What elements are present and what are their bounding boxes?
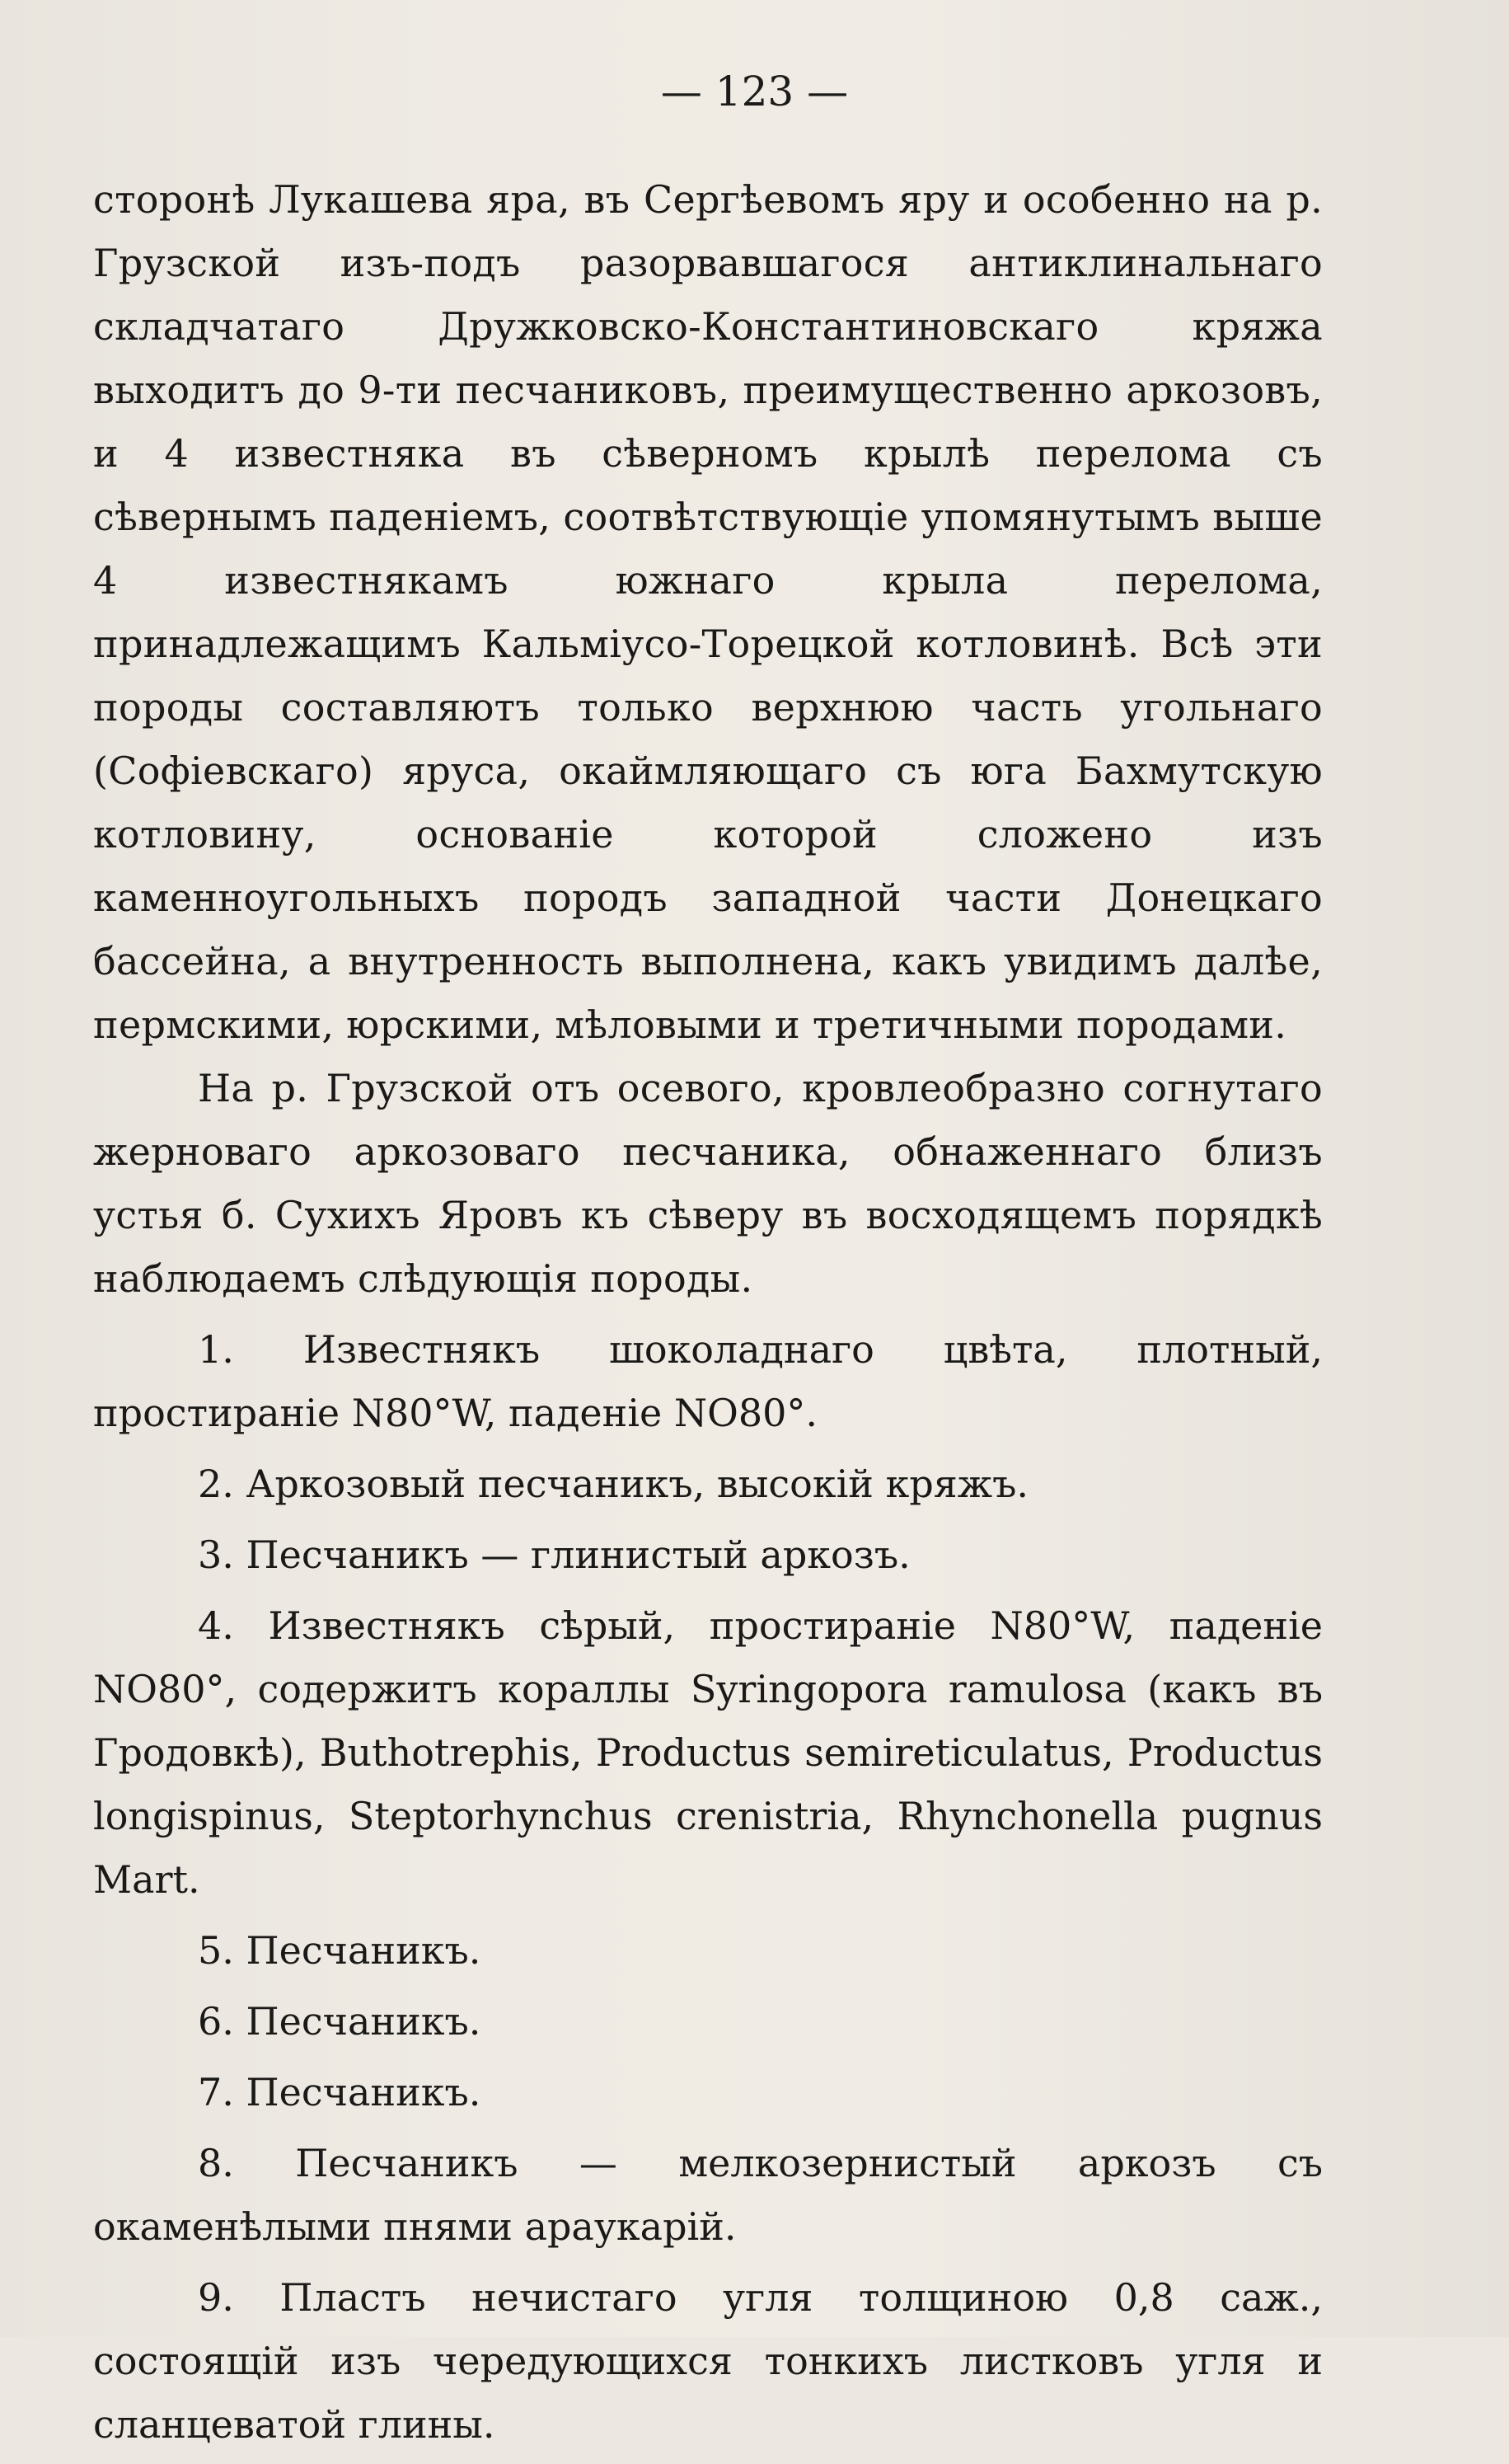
list-item xyxy=(93,1594,1323,1912)
list-item xyxy=(93,2266,1323,2457)
list-item-number: 8. xyxy=(198,2141,234,2185)
list-item xyxy=(93,1453,1323,1516)
list-item-text: Песчаникъ — мелкозернистый аркозъ съ окаменѣлыми пнями араукарій. xyxy=(93,2141,1324,2249)
list-item xyxy=(93,1523,1323,1587)
list-item xyxy=(93,1990,1323,2053)
list-item-number: 7. xyxy=(198,2070,234,2114)
paragraph: На р. Грузской отъ осевого, кровлеобразно согнутаго жерноваго аркозоваго песчаника, обнаженнаго близъ устья б. Сухихъ Яровъ къ сѣверу въ восходящемъ порядкѣ наблюдаемъ слѣдующія породы. xyxy=(93,1066,1323,1301)
list-item-text: Аркозовый песчаникъ, высокій кряжъ. xyxy=(246,1462,1029,1506)
list-item-number: 9. xyxy=(198,2275,234,2320)
page-text xyxy=(93,168,1323,2464)
list-item-number: 4. xyxy=(198,1603,234,1648)
list-item xyxy=(93,1318,1323,1445)
list-item-text: Песчаникъ. xyxy=(246,1999,481,2044)
list-item-number: 5. xyxy=(198,1928,234,1973)
list-item-number: 3. xyxy=(198,1532,234,1577)
list-item-text: Песчаникъ. xyxy=(246,2070,481,2114)
list-item-text: Пластъ нечистаго угля толщиною 0,8 саж., состоящій изъ чередующихся тонкихъ листковъ угля и сланцеватой глины. xyxy=(93,2275,1323,2447)
list-item-number: 2. xyxy=(198,1462,234,1506)
list-item xyxy=(93,1919,1323,1983)
paragraph: сторонѣ Лукашева яра, въ Сергѣевомъ яру и особенно на р. Грузской изъ-подъ разорвавшагося антиклинальнаго складчатаго Дружковско-Константиновскаго кряжа выходитъ до 9-ти песчаниковъ, преимущественно аркозовъ, и 4 известняка въ сѣверномъ крылѣ перелома съ сѣвернымъ паденіемъ, соотвѣтствующіе упомянутымъ выше 4 известнякамъ южнаго крыла перелома, принадлежащимъ Кальміусо-Торецкой котловинѣ. Всѣ эти породы составляютъ только верхнюю часть угольнаго (Софіевскаго) яруса, окаймляющаго съ юга Бахмутскую котловину, основаніе которой сложено изъ каменноугольныхъ породъ западной части Донецкаго бассейна, а внутренность выполнена, какъ увидимъ далѣе, пермскими, юрскими, мѣловыми и третичными породами. xyxy=(93,177,1323,1047)
list-item xyxy=(93,2132,1323,2259)
page-number: — 123 — xyxy=(660,68,849,115)
list-item-text: Песчаникъ — глинистый аркозъ. xyxy=(246,1532,911,1577)
list-item-number: 6. xyxy=(198,1999,234,2044)
list-item-number: 1. xyxy=(198,1327,234,1372)
list-item-text: Песчаникъ. xyxy=(246,1928,481,1973)
list-item-text: Известнякъ шоколаднаго цвѣта, плотный, простираніе N80°W, паденіе NO80°. xyxy=(93,1327,1324,1435)
list-item xyxy=(93,2061,1323,2124)
list-item-text: Известнякъ сѣрый, простираніе N80°W, паденіе NO80°, содержитъ кораллы Syringopora ramulosa (какъ въ Гродовкѣ), Buthotrephis, Productus semireticulatus, Productus longispinus, Steptorhynchus crenistria, Rhynchonella pugnus Mart. xyxy=(93,1603,1323,1902)
